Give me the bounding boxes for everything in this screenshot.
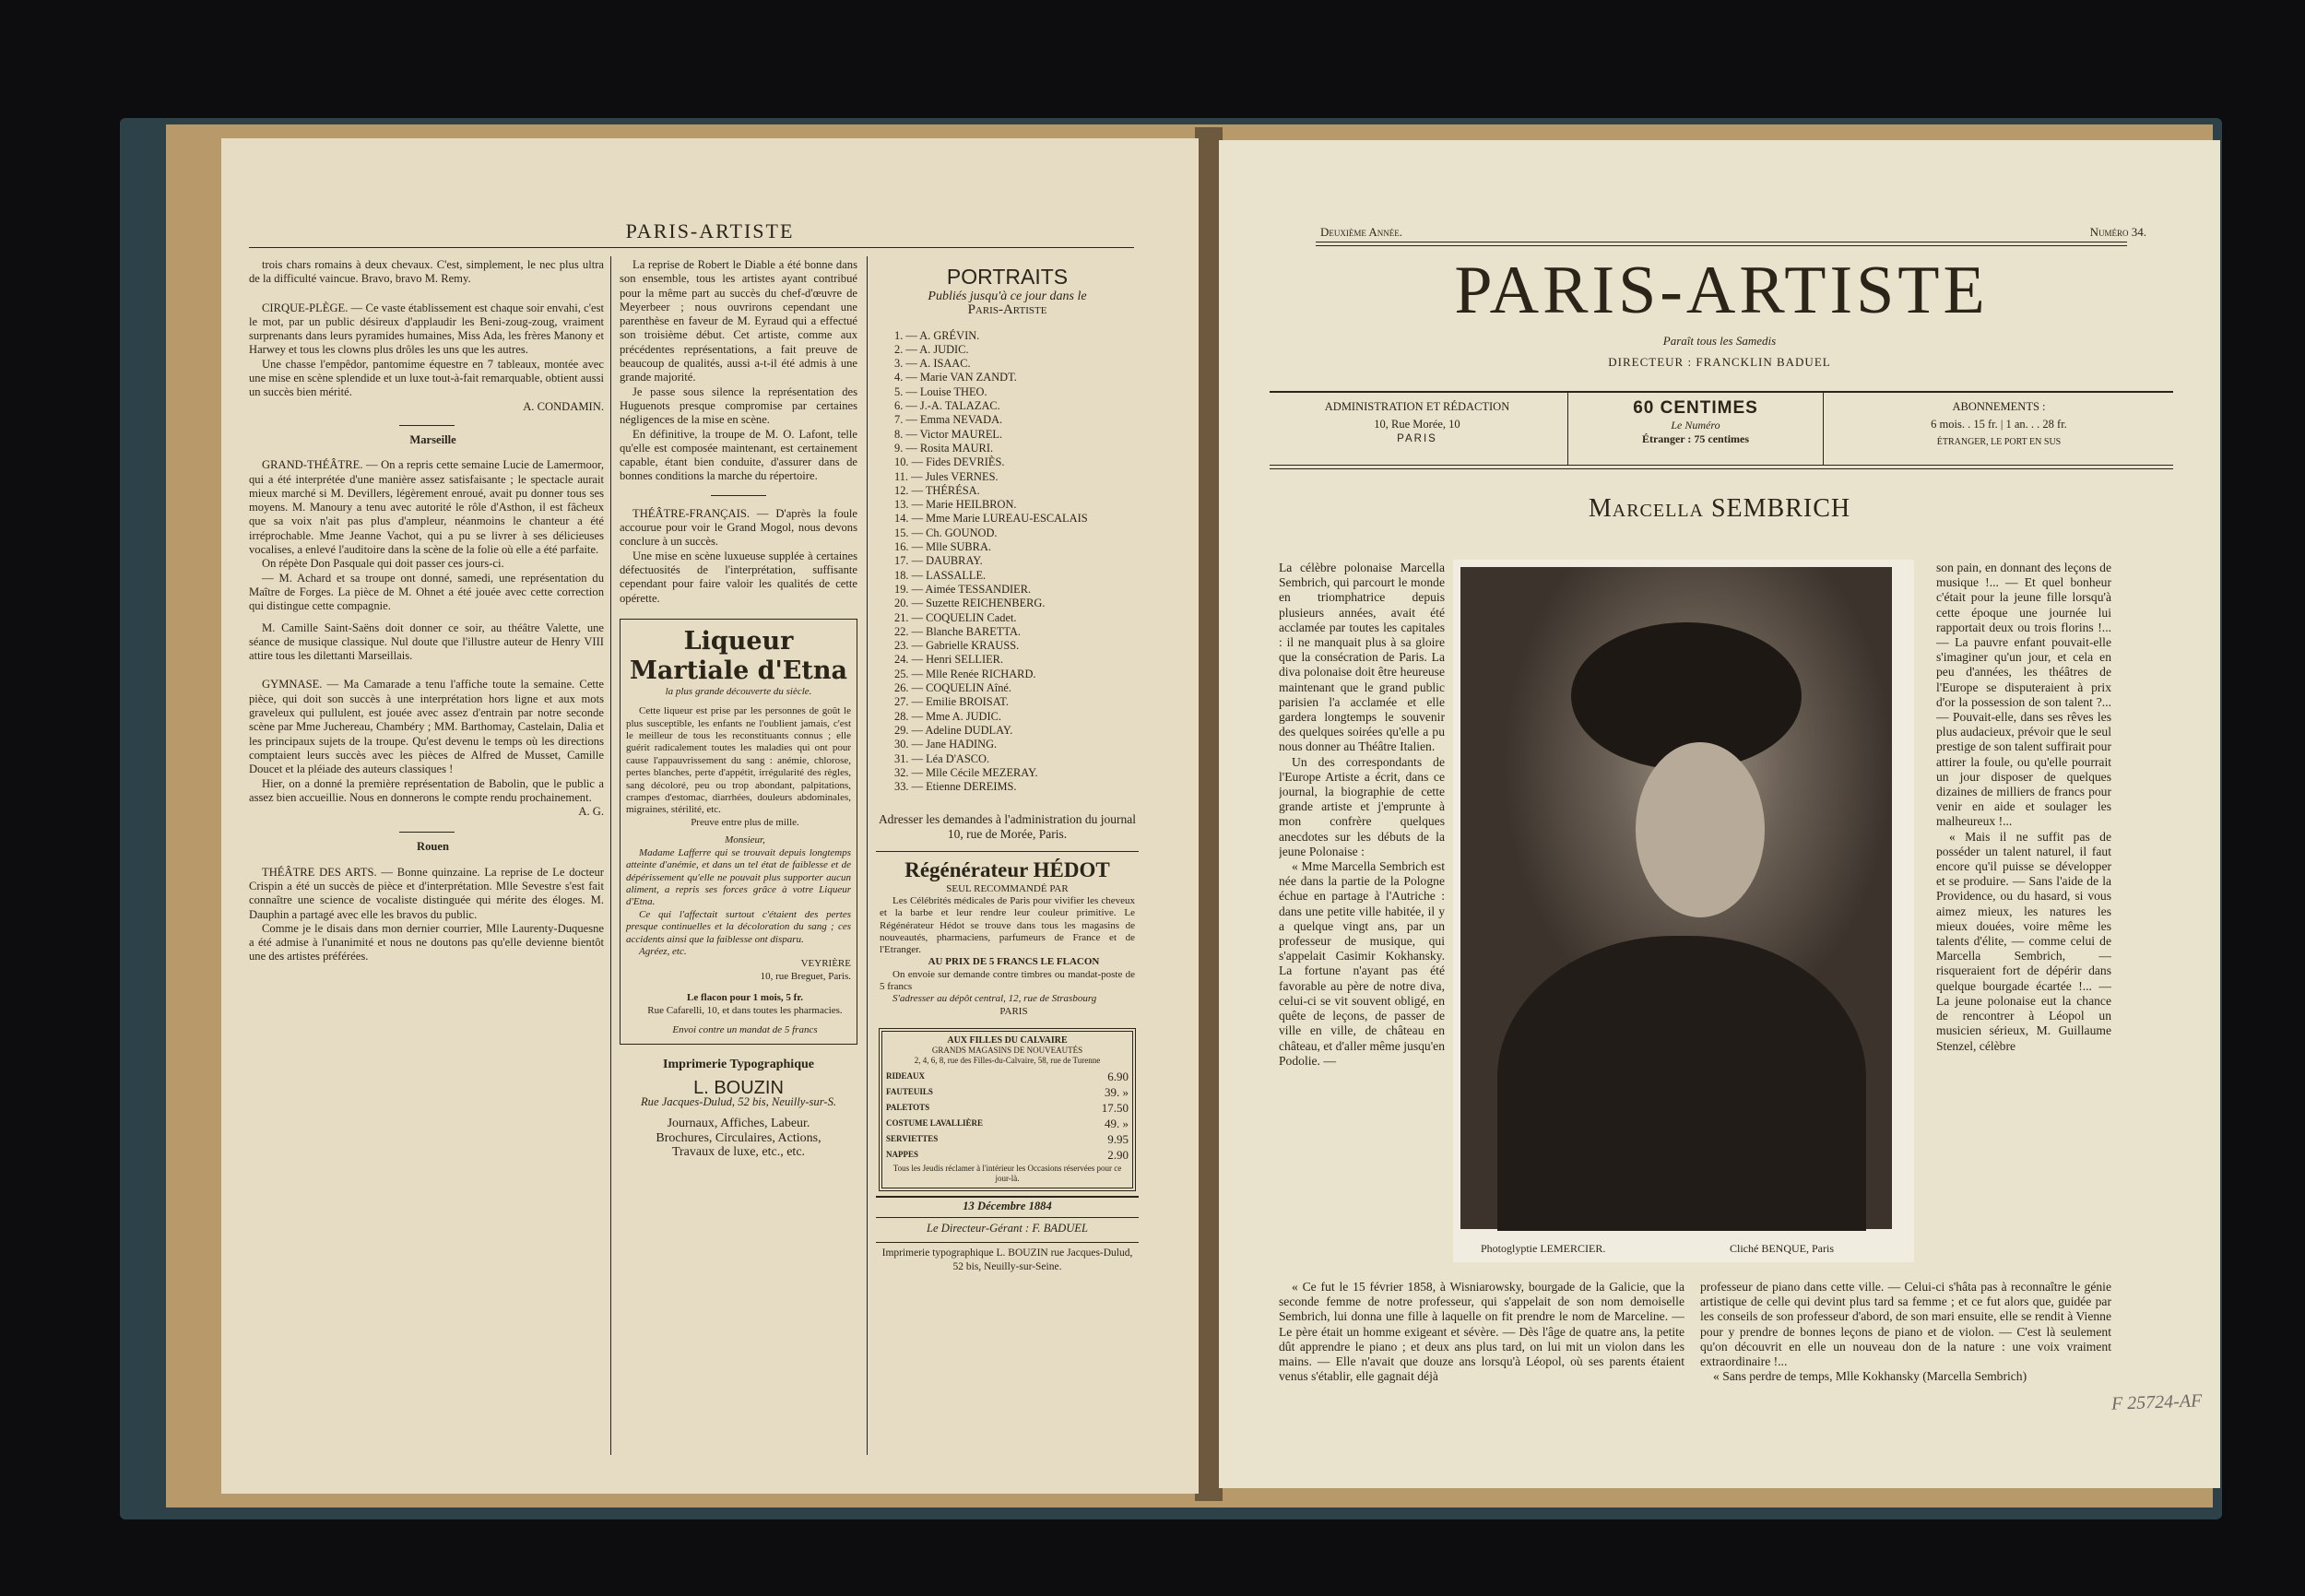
ft-item-label: PALETOTS (886, 1102, 930, 1112)
section-heading: Marseille (409, 432, 456, 446)
paragraph: M. Camille Saint-Saëns doit donner ce soir, au théâtre Valette, une séance de musique classique. Nul doute que l'illustre auteur de Henry VIII attire tous les dilettanti Marseillais. (249, 621, 604, 663)
ad-mandat: Envoi contre un mandat de 5 francs (672, 1023, 818, 1035)
portrait-list-item: 8. — Victor MAUREL. (894, 427, 1003, 441)
paragraph: GRAND-THÉÂTRE. — On a repris cette semaine Lucie de Lamermoor, qui a été interprétée d'une manière assez satisfaisante ; le spectacle aurait mieux marché si M. Devillers, légèrement enroué, avait pu donner tous ses moyens. M. Manoury a tenu avec autorité le rôle d'Asthon, il est fâcheux que sa voix n'ait pas plus d'ampleur, néanmoins le chanteur a été irréprochable. Mme Jeanne Vachot, qui a pu se livrer à ses délicieuses vocalises, a enlevé l'auditoire dans la scène de la folie où elle a été parfaite. (249, 458, 604, 557)
paragraph: Je passe sous silence la représentation des Huguenots presque compromise par certaines négligences de la mise en scène. (620, 384, 857, 427)
issue-date: 13 Décembre 1884 (963, 1199, 1052, 1212)
paragraph: Comme je le disais dans mon dernier courrier, Mlle Laurenty-Duquesne a été admise à l'unanimité et nous ne doutons pas qu'elle devienne bientôt une des artistes préférées. (249, 921, 604, 964)
paragraph: CIRQUE-PLÈGE. — Ce vaste établissement est chaque soir envahi, c'est le mot, par un public désireux d'applaudir les Beni-zoug-zoug, vraiment surprenants dans leurs pyramides humaines, Miss Ada, les frères Manony et Harwey et tous les clowns plus drôles les uns que les autres. (249, 301, 604, 357)
printer-line: Brochures, Circulaires, Actions, (656, 1130, 822, 1145)
paragraph: La célèbre polonaise Marcella Sembrich, qui parcourt le monde en triomphatrice depuis plusieurs années, avait été acclamée par toutes les capitales : il ne manquait plus à sa gloire que la consécration de Paris. La diva polonaise doit être heureuse maintenant que le grand public parisien l'a acclamée et elle gardera longtemps le souvenir des quelques soirées qu'elle a pu nous donner au Théâtre Italien. (1279, 561, 1445, 754)
demandes-address: 10, rue de Morée, Paris. (947, 827, 1068, 842)
portraits-subtitle-journal: Paris-Artiste (967, 302, 1047, 318)
portrait-list-item: 3. — A. ISAAC. (894, 357, 971, 371)
admin-city: PARIS (1397, 433, 1437, 444)
paragraph: « Sans perdre de temps, Mlle Kokhansky (Marcella Sembrich) (1713, 1369, 2027, 1384)
portraits-subtitle: Publiés jusqu'à ce jour dans le (928, 290, 1087, 303)
paragraph: « Mais il ne suffit pas de posséder un talent naturel, il faut encore qu'il puisse se développer et se produire. — Sans l'aide de la Providence, ou du hasard, si vous aimez mieux, les natures les mieux douées, voire même les talents d'élite, — comme celui de Marcella Sembrich, — risqueraient fort de dépérir dans quelque bourgade écartée !... — La jeune polonaise eut la chance de rencontrer à Léopol un musicien sérieux, M. Guillaume Stenzel, célèbre (1936, 829, 2111, 1053)
running-head: PARIS-ARTISTE (625, 219, 795, 242)
ft-item-price: 2.90 (1107, 1147, 1129, 1162)
ad-address: Rue Cafarelli, 10, et dans toutes les pharmacies. (647, 1004, 843, 1016)
portrait-photograph (1460, 567, 1892, 1229)
portrait-list-item: 19. — Aimée TESSANDIER. (894, 582, 1032, 596)
portrait-list-item: 23. — Gabrielle KRAUSS. (894, 639, 1020, 653)
ad-text: Agréez, etc. (639, 945, 687, 957)
article-bottom-right (1700, 1280, 2111, 1455)
ft-item-label: COSTUME LAVALLIÈRE (886, 1117, 983, 1128)
portrait-list-item: 24. — Henri SELLIER. (894, 653, 1004, 667)
ft-title: AUX FILLES DU CALVAIRE (947, 1034, 1068, 1046)
portrait-list-item: 18. — LASSALLE. (894, 568, 987, 582)
face-shape (1636, 742, 1765, 917)
ft-item-label: FAUTEUILS (886, 1086, 933, 1096)
paragraph: THÉÂTRE DES ARTS. — Bonne quinzaine. La reprise de Le docteur Crispin a été un succès de pièce et d'interprétation. Mlle Sevestre s'est fait connaître une science de vocaliste distinguée qui mérite des éloges. M. Dauphin a partagé avec elle les bravos du public. (249, 865, 604, 921)
paragraph: Une mise en scène luxueuse supplée à certaines défectuosités de l'interprétation, suffisante cependant pour faire valoir les qualités de cette opérette. (620, 549, 857, 605)
ft-item-label: NAPPES (886, 1149, 919, 1159)
price-box (1569, 398, 1822, 446)
abo-terms: 6 mois. . 15 fr. | 1 an. . . 28 fr. (1931, 418, 2067, 431)
portrait-list-item: 16. — Mlle SUBRA. (894, 540, 991, 554)
demandes-text: Adresser les demandes à l'administration du journal (878, 812, 1137, 827)
paragraph: « Ce fut le 15 février 1858, à Wisniarowsky, bourgade de la Galicie, que la seconde femme de notre professeur, qui s'appelait de son nom demoiselle Sembrich, lui donna une fille à laquelle on fit prendre le nom de Marceline. — Le père était un homme exigeant et sévère. — Dès l'âge de quatre ans, la petite dût apprendre le piano ; et deux ans plus tard, on lui mit un violon dans les mains. — Elle n'avait que douze ans lorsqu'à Léopol, où ses parents étaient venus s'établir, elle gagnait déjà (1279, 1280, 1684, 1384)
abonnements-box (1824, 400, 2174, 447)
printer-name: L. BOUZIN (693, 1077, 784, 1098)
liqueur-ad (620, 619, 857, 1046)
right-page (1219, 140, 2220, 1488)
hedot-city: PARIS (999, 1005, 1028, 1017)
portrait-list-item: 26. — COQUELIN Aîné. (894, 681, 1011, 695)
ft-item-row (886, 1100, 1129, 1115)
ad-title: Liqueur Martiale d'Etna (630, 626, 847, 685)
portrait-list-item: 15. — Ch. GOUNOD. (894, 526, 998, 539)
paragraph: professeur de piano dans cette ville. — Celui-ci s'hâta pas à reconnaître le génie artistique de celle qui devint plus tard sa femme ; et ce fut alors que, guidée par les conseils de son professeur d'abord, de son mari ensuite, elle se rendit à Vienne pour y prendre de bonnes leçons de piano et de violon. — C'est là seulement qu'on découvrit en elle un nouveau don de la nature : une voix vraiment extraordinaire !... (1700, 1280, 2111, 1369)
portrait-list-item: 22. — Blanche BARETTA. (894, 624, 1022, 638)
left-page (221, 138, 1199, 1494)
price-subtitle: Le Numéro (1671, 419, 1720, 432)
admin-address: 10, Rue Morée, 10 (1374, 418, 1460, 431)
filles-calvaire-ad (881, 1031, 1133, 1188)
numero: Numéro 34. (2089, 225, 2146, 239)
paragraph: son pain, en donnant des leçons de musique !... — Et quel bonheur c'était pour la jeune fille lorsqu'à cette époque une journée lui rapportait deux ou trois florins !... — La pauvre enfant pouvait-elle s'imaginer qu'un jour, et cela en peu d'années, les théâtres de l'Europe se disputeraient à prix d'or la possession de son talent ?... — Pouvait-elle, dans ses rêves les plus audacieux, prévoir que le seul prestige de son talent suffirait pour attirer la foule, ou qu'elle pourrait un jour disposer de quelques dizaines de milliers de francs pour venir en aide et soulager les malheureux !... (1936, 561, 2111, 829)
masthead: PARIS-ARTISTE (1454, 253, 1989, 328)
printer-ad (620, 1058, 857, 1159)
ad-subtitle: la plus grande découverte du siècle. (665, 685, 812, 697)
article-column-left (1279, 561, 1445, 1298)
hedot-text: On envoie sur demande contre timbres ou mandat-poste de 5 francs (880, 968, 1135, 993)
abo-etranger: ÉTRANGER, LE PORT EN SUS (1936, 437, 2062, 447)
paragraph: trois chars romains à deux chevaux. C'est, simplement, le nec plus ultra de la difficulté vaincue. Bravo, bravo M. Remy. (249, 258, 604, 286)
portrait-list-item: 5. — Louise THEO. (894, 384, 987, 398)
ft-footer: Tous les Jeudis réclamer à l'intérieur les Occasions réservées pour ce jour-là. (892, 1163, 1122, 1183)
paragraph: Une chasse l'empêdor, pantomime équestre en 7 tableaux, montée avec une mise en scène splendide et un luxe tout-à-fait remarquable, obtient aussi un succès bien mérité. (249, 357, 604, 399)
printer-title: Imprimerie Typographique (663, 1058, 814, 1072)
ft-item-row (886, 1071, 1129, 1082)
portraits-title: PORTRAITS (946, 265, 1069, 289)
ad-text: Madame Lafferre qui se trouvait depuis longtemps atteinte d'anémie, et dans un tel état de faiblesse et de dépérissement qu'elle ne pouvait plus supporter aucun aliment, a repris ses forces grâce à votre Liqueur d'Etna. (626, 846, 851, 908)
paragraph: La reprise de Robert le Diable a été bonne dans son ensemble, tous les artistes ayant contribué pour la même part au succès du chef-d'œuvre de Meyerbeer ; nous ouvrirons cependant une parenthèse en faveur de M. Eyraud qui a effectué son troisième début. Cet artiste, comme aux précédentes représentations, a fait preuve de beaucoup de qualités, aussi a-t-il été admis à une grande majorité. (620, 258, 857, 384)
ft-items (886, 1071, 1129, 1160)
portraits-list (876, 329, 1139, 795)
printer-line: Travaux de luxe, etc., etc. (671, 1144, 806, 1159)
admin-box (1270, 400, 1565, 444)
portrait-list-item: 10. — Fides DEVRIÈS. (894, 455, 1005, 469)
paragraph: THÉÂTRE-FRANÇAIS. — D'après la foule accourue pour voir le Grand Mogol, nous devons conclure à un succès. (620, 506, 857, 549)
photo-credit-right: Cliché BENQUE, Paris (1730, 1242, 1834, 1255)
portrait-list-item: 6. — J.-A. TALAZAC. (894, 399, 1000, 413)
portrait-list-item: 17. — DAUBRAY. (894, 554, 983, 568)
portrait-list-item: 7. — Emma NEVADA. (894, 413, 1003, 427)
ft-item-label: RIDEAUX (886, 1070, 926, 1081)
portrait-list-item: 30. — Jane HADING. (894, 738, 998, 751)
portrait-list-item: 33. — Etienne DEREIMS. (894, 780, 1017, 794)
paragraph: En définitive, la troupe de M. O. Lafont, telle qu'elle est composée maintenant, est certainement capable, étant bien conduite, d'assurer dans de bonnes conditions la marche du répertoire. (620, 427, 857, 483)
ad-signature-address: 10, rue Breguet, Paris. (760, 970, 851, 982)
ad-text: Preuve entre plus de mille. (691, 816, 799, 828)
portrait-list-item: 28. — Mme A. JUDIC. (894, 709, 1001, 723)
left-column-1 (249, 258, 604, 1457)
gerant: Le Directeur-Gérant : F. BADUEL (927, 1222, 1088, 1235)
photo-credit-left: Photoglyptie LEMERCIER. (1481, 1242, 1606, 1255)
portrait-list-item: 21. — COQUELIN Cadet. (894, 610, 1017, 624)
article-bottom-left (1279, 1280, 1684, 1455)
paragraph: « Mme Marcella Sembrich est née dans la partie de la Pologne échue en partage à l'Autriche : dans une petite ville habitée, il y a quelque vingt ans, par un professeur de musique, qui s'appelait Casimir Kokhansky. La fortune n'ayant pas été favorable au père de notre diva, celui-ci se vit souvent obligé, en quête de leçons, de passer de ville en ville, de château en château, et d'aller même jusqu'en Podolie. — (1279, 859, 1445, 1068)
price-title: 60 CENTIMES (1633, 398, 1758, 418)
hedot-subtitle: SEUL RECOMMANDÉ PAR (946, 882, 1069, 894)
ft-item-price: 9.95 (1107, 1131, 1129, 1146)
annee: Deuxième Année. (1320, 225, 1403, 239)
portrait-list-item: 14. — Mme Marie LUREAU-ESCALAIS (894, 512, 1088, 526)
portrait-list-item: 12. — THÉRÉSA. (894, 483, 980, 497)
ad-signature: VEYRIÈRE (800, 958, 851, 970)
ft-item-price: 17.50 (1101, 1100, 1129, 1115)
article-column-right (1936, 561, 2111, 1298)
portrait-list-item: 25. — Mlle Renée RICHARD. (894, 667, 1036, 680)
paragraph: — M. Achard et sa troupe ont donné, samedi, une représentation du Maître de Forges. La pièce de M. Ohnet a été jouée avec cette correction qui distingue cette compagnie. (249, 571, 604, 613)
directeur: DIRECTEUR : FRANCKLIN BADUEL (1608, 355, 1831, 369)
paragraph: On répète Don Pasquale qui doit passer ces jours-ci. (262, 557, 504, 571)
portrait-list-item: 4. — Marie VAN ZANDT. (894, 371, 1017, 384)
hedot-price: AU PRIX DE 5 FRANCS LE FLACON (928, 956, 1100, 968)
ad-text: Ce qui l'affectait surtout c'étaient des pertes presque continuelles et la décoloration du sang ; ces accidents ainsi que la faiblesse ont disparu. (626, 908, 851, 945)
section-heading: Rouen (417, 840, 449, 854)
hedot-text: Les Célébrités médicales de Paris pour vivifier les cheveux et la barbe et leur rendre leur couleur primitive. Le Régénérateur Hédot se trouve dans tous les magasins de nouveautés, pharmaciens, parfumeurs de France et de l'Etranger. (880, 894, 1135, 956)
printer-address: Rue Jacques-Dulud, 52 bis, Neuilly-sur-S. (640, 1094, 837, 1108)
ad-price: Le flacon pour 1 mois, 5 fr. (687, 992, 803, 1004)
ft-address: 2, 4, 6, 8, rue des Filles-du-Calvaire, 58, rue de Turenne (914, 1055, 1101, 1065)
left-column-2 (620, 258, 857, 1457)
signature: A. G. (578, 805, 604, 819)
dress-shape (1497, 936, 1866, 1231)
portrait-list-item: 13. — Marie HEILBRON. (894, 498, 1017, 512)
signature: A. CONDAMIN. (523, 399, 604, 413)
ad-text: Cette liqueur est prise par les personnes de goût le plus susceptible, les enfants ne l'oublient jamais, c'est le meilleur de tous les reconstituants connus ; elle guérit radicalement toutes les maladies qui ont pour cause l'appauvrissement du sang : anémie, chlorose, pertes blanches, perte d'appétit, irrégularité des règles, sang décoloré, peu ou trop abondant, palpitations, crampes d'estomac, diarrhées, douleurs abdominales, migraines, stérilité, etc. (626, 705, 851, 816)
hedot-text: S'adresser au dépôt central, 12, rue de Strasbourg (892, 993, 1097, 1005)
portrait-list-item: 9. — Rosita MAURI. (894, 441, 994, 455)
ft-subtitle: GRANDS MAGASINS DE NOUVEAUTÉS (931, 1045, 1083, 1055)
price-etranger: Étranger : 75 centimes (1641, 432, 1750, 445)
portrait-list-item: 11. — Jules VERNES. (894, 469, 999, 483)
ft-item-price: 39. » (1105, 1084, 1129, 1099)
printer-line: Journaux, Affiches, Labeur. (667, 1117, 810, 1131)
ft-item-price: 6.90 (1107, 1069, 1129, 1083)
photo-mount (1453, 560, 1914, 1262)
article-title: Marcella SEMBRICH (1588, 494, 1851, 523)
paragraph: Un des correspondants de l'Europe Artiste a écrit, dans ce journal, la biographie de cette grande artiste et j'emprunte à mon confrère quelques anecdotes sur les débuts de la jeune Polonaise : (1279, 754, 1445, 858)
paragraph: GYMNASE. — Ma Camarade a tenu l'affiche toute la semaine. Cette pièce, qui doit son succès à une interprétation hors ligne et aux mots graveleux qui pullulent, est jouée avec assez d'entrain par notre seconde scène par Mme Juchereau, Chambéry ; MM. Barthomay, Castelain, Dalia et les principaux sujets de la troupe. Qu'est devenu le temps où les directions comptaient leurs succès avec les pièces de Alfred de Musset, Camille Doucet et la pléiade des auteurs classiques ! (249, 678, 604, 776)
portrait-list-item: 2. — A. JUDIC. (894, 342, 969, 356)
parait: Paraît tous les Samedis (1662, 334, 1777, 348)
ft-item-row (886, 1084, 1129, 1099)
portrait-list-item: 1. — A. GRÉVIN. (894, 328, 980, 342)
ft-item-price: 49. » (1105, 1116, 1129, 1130)
paragraph: Hier, on a donné la première représentation de Babolin, que le public a assez bien accueillie. Nous en donnerons le compte rendu prochainement. (249, 776, 604, 804)
ft-item-label: SERVIETTES (886, 1133, 939, 1143)
ft-item-row (886, 1131, 1129, 1146)
hedot-ad (876, 852, 1139, 1023)
portrait-list-item: 27. — Emilie BROISAT. (894, 695, 1010, 709)
portrait-list-item: 20. — Suzette REICHENBERG. (894, 597, 1046, 610)
ft-item-row (886, 1147, 1129, 1162)
left-column-3 (876, 258, 1139, 1457)
shelfmark: F 25724-AF (2110, 1390, 2203, 1414)
ad-text: Monsieur, (725, 834, 765, 846)
ft-item-row (886, 1118, 1129, 1129)
portrait-list-item: 31. — Léa D'ASCO. (894, 751, 990, 765)
imprimerie-note: Imprimerie typographique L. BOUZIN rue Jacques-Dulud, 52 bis, Neuilly-sur-Seine. (881, 1247, 1133, 1272)
admin-title: ADMINISTRATION ET RÉDACTION (1324, 400, 1510, 413)
portrait-list-item: 32. — Mlle Cécile MEZERAY. (894, 765, 1038, 779)
abo-title: ABONNEMENTS : (1952, 400, 2046, 413)
portrait-list-item: 29. — Adeline DUDLAY. (894, 723, 1013, 737)
hedot-title: Régénérateur HÉDOT (904, 857, 1110, 881)
